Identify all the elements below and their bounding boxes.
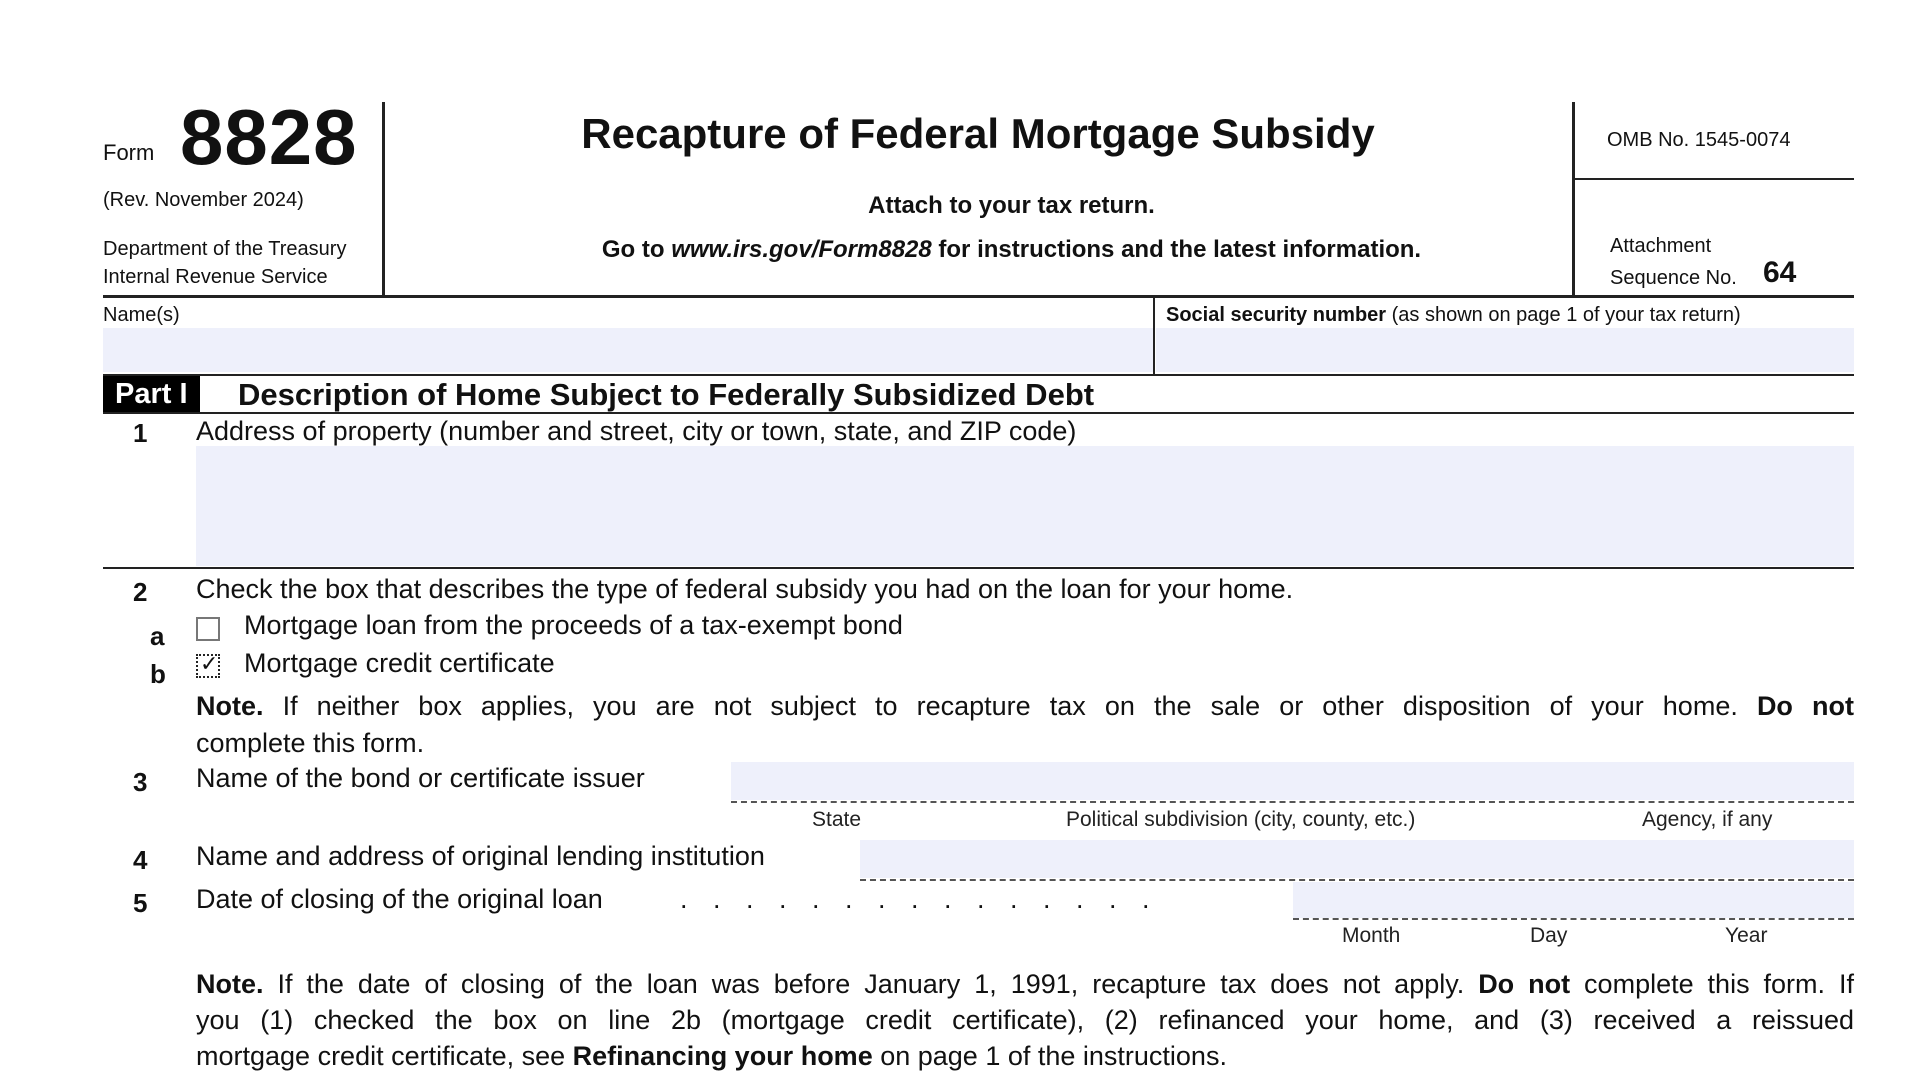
mortgage-credit-certificate-checkbox[interactable] <box>196 651 220 678</box>
line-1-label: Address of property (number and street, city or town, state, and ZIP code) <box>196 416 1077 446</box>
line-2-note-line2: complete this form. <box>196 728 425 758</box>
form-title: Recapture of Federal Mortgage Subsidy <box>581 110 1375 157</box>
line-2a-letter: a <box>150 621 165 651</box>
goto-instruction <box>390 236 1633 264</box>
line-5-note-line1 <box>196 969 1854 1000</box>
omb-number: OMB No. 1545-0074 <box>1607 129 1791 151</box>
note-5-line3-a: mortgage credit certificate, see <box>196 1041 573 1071</box>
names-input[interactable] <box>103 328 1153 372</box>
form-revision: (Rev. November 2024) <box>103 189 304 211</box>
column-agency: Agency, if any <box>1642 808 1773 831</box>
line-5-note-line2: you (1) checked the box on line 2b (mortgage credit certificate), (2) refinanced your home, and (3) received a reissued <box>196 1005 1854 1035</box>
note-2-do-not: Do not <box>1756 691 1854 721</box>
irs-name: Internal Revenue Service <box>103 266 328 288</box>
line-5-number: 5 <box>133 888 148 918</box>
note-5-text-a: If the date of closing of the loan was before January 1, 1991, recapture tax does not apply. <box>263 969 1465 999</box>
line-2-label: Check the box that describes the type of federal subsidy you had on the loan for your home. <box>196 574 1294 604</box>
header-bottom-rule <box>103 295 1854 298</box>
column-year: Year <box>1725 924 1768 947</box>
form-number: 8828 <box>180 93 358 181</box>
line-2-note-line1 <box>196 691 1854 722</box>
column-month: Month <box>1342 924 1401 947</box>
property-address-input[interactable] <box>196 446 1854 566</box>
part-1-label: Part I <box>103 376 200 412</box>
ssn-input[interactable] <box>1156 328 1854 372</box>
line-2b-letter: b <box>150 659 166 689</box>
line-4-label: Name and address of original lending institution <box>196 841 765 871</box>
tax-exempt-bond-checkbox[interactable] <box>196 617 220 641</box>
names-label: Name(s) <box>103 304 180 326</box>
refinancing-reference: Refinancing your home <box>572 1041 873 1071</box>
line-1-number: 1 <box>133 418 148 448</box>
line-4-number: 4 <box>133 845 148 875</box>
goto-suffix: for instructions and the latest information. <box>931 236 1422 263</box>
sequence-label: Sequence No. <box>1610 267 1737 289</box>
note-5-text-c: complete this form. If <box>1570 969 1854 999</box>
line-1-bottom-rule <box>103 567 1854 569</box>
line-3-label: Name of the bond or certificate issuer <box>196 763 645 793</box>
closing-date-input[interactable] <box>1293 882 1854 918</box>
line-2b-label: Mortgage credit certificate <box>244 648 555 678</box>
line-3-underline <box>731 801 1854 803</box>
checkmark-icon: ✓ <box>200 651 219 676</box>
goto-prefix: Go to <box>601 236 672 263</box>
issuer-name-input[interactable] <box>731 762 1854 800</box>
lending-institution-input[interactable] <box>860 840 1854 878</box>
form-word: Form <box>103 140 155 165</box>
column-political-subdivision: Political subdivision (city, county, etc.) <box>1066 808 1416 831</box>
part-1-title: Description of Home Subject to Federally Subsidized Debt <box>238 377 1095 412</box>
irs-url-link[interactable]: www.irs.gov/Form8828 <box>671 236 932 263</box>
name-ssn-divider <box>1153 297 1155 375</box>
line-2a-label: Mortgage loan from the proceeds of a tax-exempt bond <box>244 610 903 640</box>
ssn-label-bold: Social security number <box>1166 304 1387 326</box>
sequence-number: 64 <box>1763 256 1797 289</box>
line-3-number: 3 <box>133 767 148 797</box>
header-divider-left <box>382 102 385 296</box>
note-5-do-not: Do not <box>1478 969 1571 999</box>
column-state: State <box>812 808 862 831</box>
line-5-label: Date of closing of the original loan <box>196 884 603 914</box>
line-2-number: 2 <box>133 577 148 607</box>
attachment-label: Attachment <box>1610 235 1712 257</box>
part-1-rule <box>103 412 1854 414</box>
line-5-note-line3 <box>196 1041 1227 1072</box>
note-5-bold: Note. <box>196 969 264 999</box>
attach-instruction: Attach to your tax return. <box>868 192 1155 219</box>
line-4-underline <box>860 879 1854 881</box>
omb-divider <box>1574 178 1854 180</box>
ssn-label-rest: (as shown on page 1 of your tax return) <box>1386 304 1741 326</box>
note-2-text: If neither box applies, you are not subject to recapture tax on the sale or other disposition of your home. <box>263 691 1738 721</box>
ssn-label <box>1166 304 1741 327</box>
line-5-underline <box>1293 918 1854 920</box>
dept-treasury: Department of the Treasury <box>103 238 347 260</box>
identity-bottom-rule <box>103 374 1854 376</box>
column-day: Day <box>1530 924 1568 947</box>
note-5-line3-c: on page 1 of the instructions. <box>872 1041 1227 1071</box>
note-2-bold: Note. <box>196 691 264 721</box>
line-5-leader-dots: . . . . . . . . . . . . . . . <box>680 884 1159 914</box>
